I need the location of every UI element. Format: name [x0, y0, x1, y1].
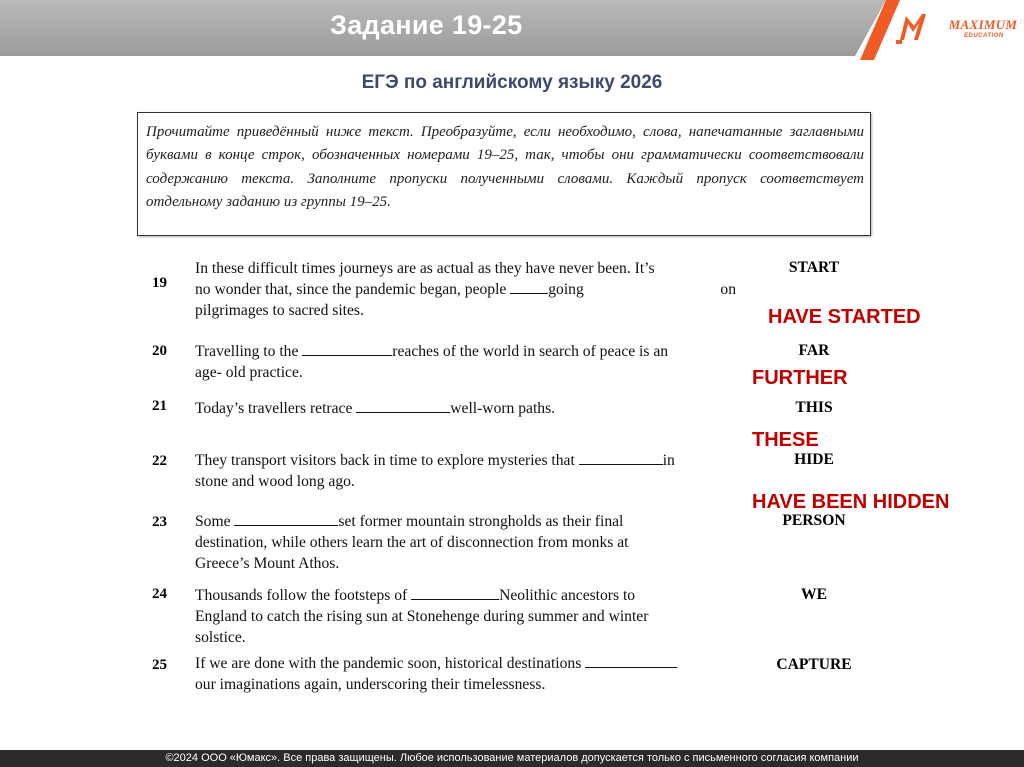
task-23-line1: [195, 511, 740, 532]
answer-19: HAVE STARTED: [768, 306, 921, 328]
slide-title: Задание 19-25: [330, 10, 523, 40]
answer-blank-21[interactable]: [356, 398, 450, 413]
key-word-20: FAR: [798, 342, 830, 359]
task-number-23: 23: [152, 514, 167, 530]
header-bar: [0, 0, 1024, 56]
task-24-line1: [195, 585, 740, 606]
task-23-before: Some: [195, 513, 235, 530]
exam-subtitle: ЕГЭ по английскому языку 2026: [361, 72, 663, 93]
task-19-line2-mid: going: [548, 281, 584, 298]
logo-subtext: EDUCATION: [964, 33, 1004, 39]
key-word-22: HIDE: [794, 451, 834, 468]
task-22-after: in: [662, 452, 675, 469]
task-19-line3: pilgrimages to sacred sites.: [195, 302, 364, 319]
copyright-footer: ©2024 ООО «Юмакс». Все права защищены. Любое использование материалов допускается только с письменного согласия компании: [0, 750, 1024, 767]
answer-22: HAVE BEEN HIDDEN: [752, 491, 950, 513]
logo-icon: [896, 10, 928, 44]
answer-blank-25[interactable]: [585, 653, 677, 668]
task-number-22: 22: [152, 453, 167, 469]
task-text-25: [195, 653, 740, 695]
task-23-after: set former mountain strongholds as their final: [338, 513, 624, 530]
task-22-before: They transport visitors back in time to explore mysteries that: [195, 452, 579, 469]
task-25-before: If we are done with the pandemic soon, historical destinations: [195, 655, 586, 672]
task-text-19: [195, 258, 740, 321]
task-23-line2: destination, while others learn the art of disconnection from monks at: [195, 534, 629, 551]
task-19-line1: In these difficult times journeys are as actual as they have never been. It’s: [195, 260, 655, 277]
answer-21: THESE: [752, 429, 819, 451]
task-number-21: 21: [152, 398, 167, 414]
task-23-line3: Greece’s Mount Athos.: [195, 555, 340, 572]
answer-blank-23[interactable]: [234, 511, 338, 526]
task-20-line2: age- old practice.: [195, 364, 303, 381]
task-text-22: [195, 450, 740, 492]
answer-blank-22[interactable]: [579, 450, 663, 465]
maximum-logo: [896, 8, 1020, 48]
logo-text: MAXIMUM: [948, 17, 1018, 32]
task-21-before: Today’s travellers retrace: [195, 400, 357, 417]
task-number-25: 25: [152, 657, 167, 673]
instruction-box: Прочитайте приведённый ниже текст. Преобразуйте, если необходимо, слова, напечатанные заглавными буквами в конце строк, обозначенных номерами 19–25, так, чтобы они грамматически соответствовали содержанию текста. Заполните пропуски полученными словами. Каждый пропуск соответствует отдельному заданию из группы 19–25.: [137, 112, 871, 236]
key-word-19: START: [788, 259, 840, 276]
task-text-24: [195, 585, 740, 648]
answer-blank-19[interactable]: [510, 279, 548, 294]
key-word-24: WE: [801, 586, 827, 603]
task-21-after: well-worn paths.: [450, 400, 556, 417]
task-text-20: [195, 341, 740, 383]
key-word-25: CAPTURE: [776, 656, 852, 673]
answer-blank-20[interactable]: [302, 341, 392, 356]
task-19-line2: [195, 279, 740, 300]
task-number-20: 20: [152, 343, 167, 359]
task-24-after: Neolithic ancestors to: [499, 587, 636, 604]
key-word-23: PERSON: [782, 512, 846, 529]
task-number-24: 24: [152, 586, 167, 602]
task-22-line2: stone and wood long ago.: [195, 473, 355, 490]
task-25-line2: our imaginations again, underscoring their timelessness.: [195, 676, 546, 693]
answer-20: FURTHER: [752, 367, 848, 389]
task-19-line2-start: no wonder that, since the pandemic began, people: [195, 281, 511, 298]
task-24-line3: solstice.: [195, 629, 246, 646]
task-20-before: Travelling to the: [195, 343, 303, 360]
task-24-before: Thousands follow the footsteps of: [195, 587, 412, 604]
task-text-23: [195, 511, 740, 574]
task-25-line1: [195, 653, 740, 674]
task-24-line2: England to catch the rising sun at Stonehenge during summer and winter: [195, 608, 649, 625]
task-text-21: [195, 398, 740, 419]
answer-blank-24[interactable]: [411, 585, 499, 600]
task-20-after: reaches of the world in search of peace is an: [392, 343, 669, 360]
task-19-line2-end: on: [720, 281, 736, 298]
task-20-line1: [195, 341, 740, 362]
key-word-21: THIS: [795, 399, 833, 416]
task-number-19: 19: [152, 275, 167, 291]
task-22-line1: [195, 450, 740, 471]
